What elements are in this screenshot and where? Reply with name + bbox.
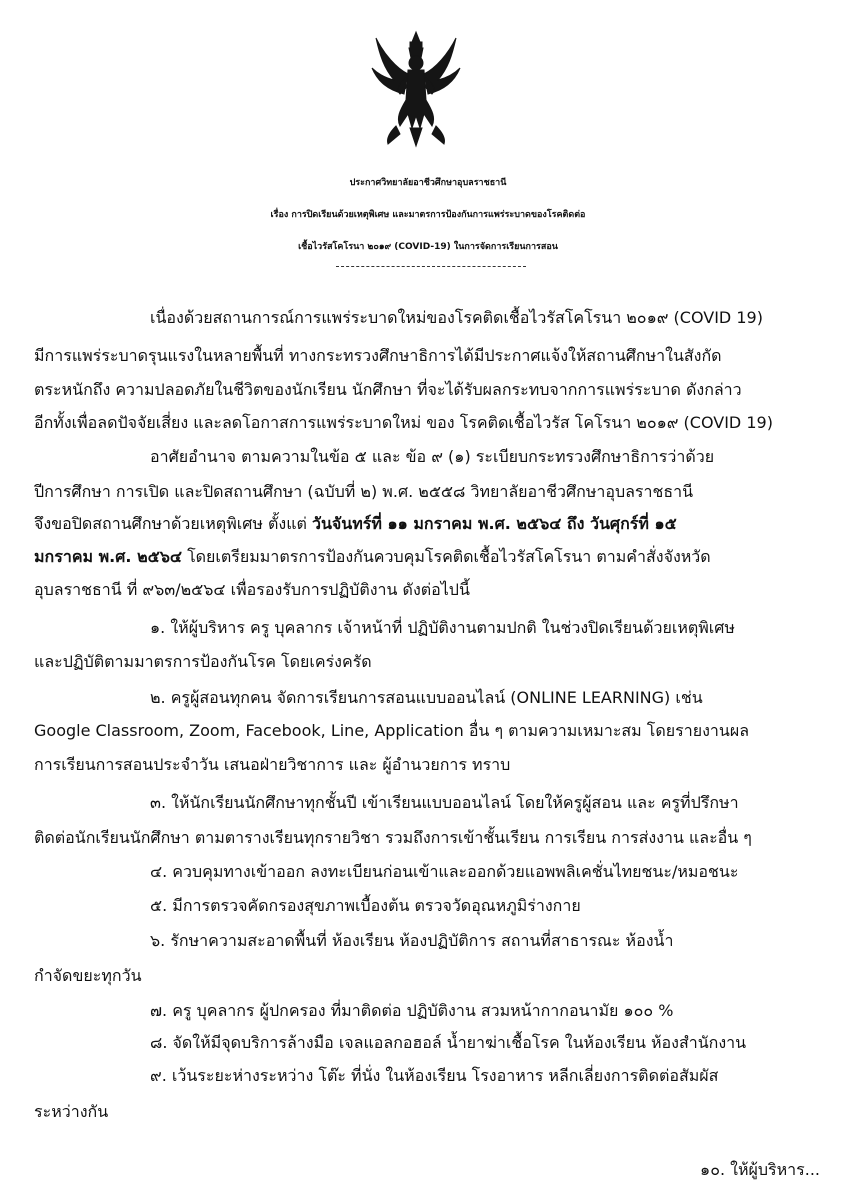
item-3-line-1: ๓. ให้นักเรียนนักศึกษาทุกชั้นปี เข้าเรียนแบบออนไลน์ โดยให้ครูผู้สอน และ ครูที่ปรึกษา bbox=[150, 793, 739, 812]
closure-start-date: วันจันทร์ที่ ๑๑ มกราคม พ.ศ. ๒๕๖๔ ถึง วันศุกร์ที่ ๑๕ bbox=[311, 514, 677, 533]
item-2-line-2: Google Classroom, Zoom, Facebook, Line, Application อื่น ๆ ตามความเหมาะสม โดยรายงานผล bbox=[34, 721, 750, 740]
paragraph-1-line-3: ตระหนักถึง ความปลอดภัยในชีวิตของนักเรียน นักศึกษา ที่จะได้รับผลกระทบจากการแพร่ระบาด ดังกล่าว bbox=[34, 380, 742, 399]
paragraph-2-line-2: ปีการศึกษา การเปิด และปิดสถานศึกษา (ฉบับที่ ๒) พ.ศ. ๒๕๕๘ วิทยาลัยอาชีวศึกษาอุบลราชธานี bbox=[34, 482, 694, 501]
item-9-line-1: ๙. เว้นระยะห่างระหว่าง โต๊ะ ที่นั่ง ในห้องเรียน โรงอาหาร หลีกเลี่ยงการติดต่อสัมผัส bbox=[150, 1066, 719, 1085]
paragraph-2-line-3 bbox=[34, 514, 677, 534]
item-7: ๗. ครู บุคลากร ผู้ปกครอง ที่มาติดต่อ ปฏิบัติงาน สวมหน้ากากอนามัย ๑๐๐ % bbox=[150, 1001, 674, 1020]
paragraph-2-line-5: อุบลราชธานี ที่ ๙๖๓/๒๕๖๔ เพื่อรองรับการปฏิบัติงาน ดังต่อไปนี้ bbox=[34, 580, 470, 599]
item-6-line-2: กำจัดขยะทุกวัน bbox=[34, 966, 142, 985]
item-9-line-2: ระหว่างกัน bbox=[34, 1102, 109, 1121]
closure-end-date: มกราคม พ.ศ. ๒๕๖๔ bbox=[34, 547, 182, 566]
item-2-line-3: การเรียนการสอนประจำวัน เสนอฝ่ายวิชาการ และ ผู้อำนวยการ ทราบ bbox=[34, 755, 511, 774]
item-5: ๕. มีการตรวจคัดกรองสุขภาพเบื้องต้น ตรวจวัดอุณหภูมิร่างกาย bbox=[150, 896, 581, 915]
document-title: ประกาศวิทยาลัยอาชีวศึกษาอุบลราชธานี bbox=[349, 178, 507, 188]
paragraph-2-line-1: อาศัยอำนาจ ตามความในข้อ ๕ และ ข้อ ๙ (๑) ระเบียบกระทรวงศึกษาธิการว่าด้วย bbox=[150, 447, 715, 466]
item-8: ๘. จัดให้มีจุดบริการล้างมือ เจลแอลกอฮอล์ น้ำยาฆ่าเชื้อโรค ในห้องเรียน ห้องสำนักงาน bbox=[150, 1033, 747, 1052]
item-3-line-2: ติดต่อนักเรียนนักศึกษา ตามตารางเรียนทุกรายวิชา รวมถึงการเข้าชั้นเรียน การเรียน การส่งงาน และอื่น ๆ bbox=[34, 828, 752, 847]
item-1-line-2: และปฏิบัติตามมาตรการป้องกันโรค โดยเคร่งครัด bbox=[34, 652, 372, 671]
item-4: ๔. ควบคุมทางเข้าออก ลงทะเบียนก่อนเข้าและออกด้วยแอพพลิเคชั่นไทยชนะ/หมอชนะ bbox=[150, 862, 739, 881]
paragraph-2-line-4-text: โดยเตรียมมาตรการป้องกันควบคุมโรคติดเชื้อไวรัสโคโรนา ตามคำสั่งจังหวัด bbox=[181, 547, 711, 566]
paragraph-1-line-2: มีการแพร่ระบาดรุนแรงในหลายพื้นที่ ทางกระทรวงศึกษาธิการได้มีประกาศแจ้งให้สถานศึกษาในสังกัด bbox=[34, 346, 722, 365]
paragraph-2-line-4 bbox=[34, 547, 711, 567]
item-1-line-1: ๑. ให้ผู้บริหาร ครู บุคลากร เจ้าหน้าที่ ปฏิบัติงานตามปกติ ในช่วงปิดเรียนด้วยเหตุพิเศษ bbox=[150, 618, 735, 637]
paragraph-1-line-4: อีกทั้งเพื่อลดปัจจัยเสี่ยง และลดโอกาสการแพร่ระบาดใหม่ ของ โรคติดเชื้อไวรัส โคโรนา ๒๐๑๙ (COVID 19) bbox=[34, 413, 773, 432]
paragraph-1-line-1: เนื่องด้วยสถานการณ์การแพร่ระบาดใหม่ของโรคติดเชื้อไวรัสโคโรนา ๒๐๑๙ (COVID 19) bbox=[150, 308, 763, 327]
title-divider bbox=[336, 266, 526, 267]
item-2-line-1: ๒. ครูผู้สอนทุกคน จัดการเรียนการสอนแบบออนไลน์ (ONLINE LEARNING) เช่น bbox=[150, 688, 703, 707]
document-subject-line-2: เชื้อไวรัสโคโรนา ๒๐๑๙ (COVID-19) ในการจัดการเรียนการสอน bbox=[298, 242, 558, 252]
document-subject-line-1: เรื่อง การปิดเรียนด้วยเหตุพิเศษ และมาตรการป้องกันการแพร่ระบาดของโรคติดต่อ bbox=[270, 210, 586, 220]
item-6-line-1: ๖. รักษาความสะอาดพื้นที่ ห้องเรียน ห้องปฏิบัติการ สถานที่สาธารณะ ห้องน้ำ bbox=[150, 931, 674, 950]
garuda-emblem-icon bbox=[366, 28, 466, 150]
continuation-footer: ๑๐. ให้ผู้บริหาร... bbox=[700, 1160, 820, 1179]
paragraph-2-line-3-text: จึงขอปิดสถานศึกษาด้วยเหตุพิเศษ ตั้งแต่ bbox=[34, 514, 312, 533]
